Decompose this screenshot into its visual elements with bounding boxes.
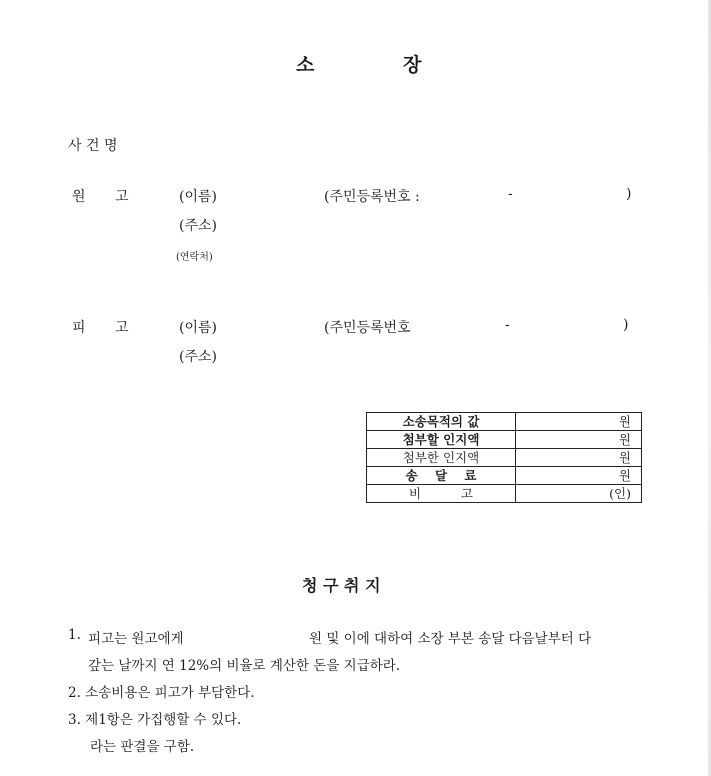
defendant-id-label: (주민등록번호: [324, 320, 411, 336]
defendant-name-label: (이름): [179, 320, 217, 336]
defendant-role-char2: 고: [115, 320, 129, 336]
fee-row: [367, 449, 642, 467]
plaintiff-id-label: (주민등록번호 :: [324, 189, 420, 205]
claim-item1-part-a: 피고는 원고에게: [88, 631, 184, 647]
claim-item1-part-b: 원 및 이에 대하여 소장 부본 송달 다음날부터 다: [309, 631, 592, 647]
fee-row: [367, 467, 642, 485]
fee-row-label: 비 고: [367, 485, 516, 503]
fee-row: [367, 431, 642, 449]
fee-row-label: 첨부할 인지액: [367, 431, 516, 449]
claim-item3: 3. 제1항은 가집행할 수 있다.: [68, 712, 242, 728]
fee-row-value: 원: [516, 449, 642, 467]
defendant-role-char1: 피: [72, 320, 86, 336]
fee-row: [367, 413, 642, 431]
fee-row-value: (인): [516, 485, 642, 503]
plaintiff-address-label: (주소): [179, 218, 217, 234]
claim-item2: 2. 소송비용은 피고가 부담한다.: [68, 685, 255, 701]
claim-item1-continuation: 갚는 날까지 연 12%의 비율로 계산한 돈을 지급하라.: [88, 658, 401, 674]
claim-closing: 라는 판결을 구함.: [90, 739, 195, 755]
claim-item1-number: 1.: [68, 627, 81, 643]
plaintiff-id-dash: -: [508, 186, 513, 202]
fee-row-value: 원: [516, 467, 642, 485]
plaintiff-name-label: (이름): [179, 189, 217, 205]
fee-row-value: 원: [516, 431, 642, 449]
document-title-part1: 소: [296, 54, 315, 76]
fee-row-label: 송 달 료: [367, 467, 516, 485]
claim-section-title: 청 구 취 지: [302, 576, 381, 595]
defendant-address-label: (주소): [179, 349, 217, 365]
fee-row-value: 원: [516, 413, 642, 431]
document-title-part2: 장: [403, 54, 422, 76]
case-name-label: 사 건 명: [68, 138, 118, 154]
defendant-id-close: ): [623, 317, 629, 333]
plaintiff-role-char1: 원: [72, 189, 86, 205]
defendant-id-dash: -: [505, 317, 510, 333]
fee-row-label: 첨부한 인지액: [367, 449, 516, 467]
plaintiff-role-char2: 고: [115, 189, 129, 205]
plaintiff-contact-label: (연락처): [176, 252, 213, 263]
fee-row: [367, 485, 642, 503]
fee-row-label: 소송목적의 값: [367, 413, 516, 431]
plaintiff-id-close: ): [626, 186, 632, 202]
fee-table: [366, 412, 642, 503]
